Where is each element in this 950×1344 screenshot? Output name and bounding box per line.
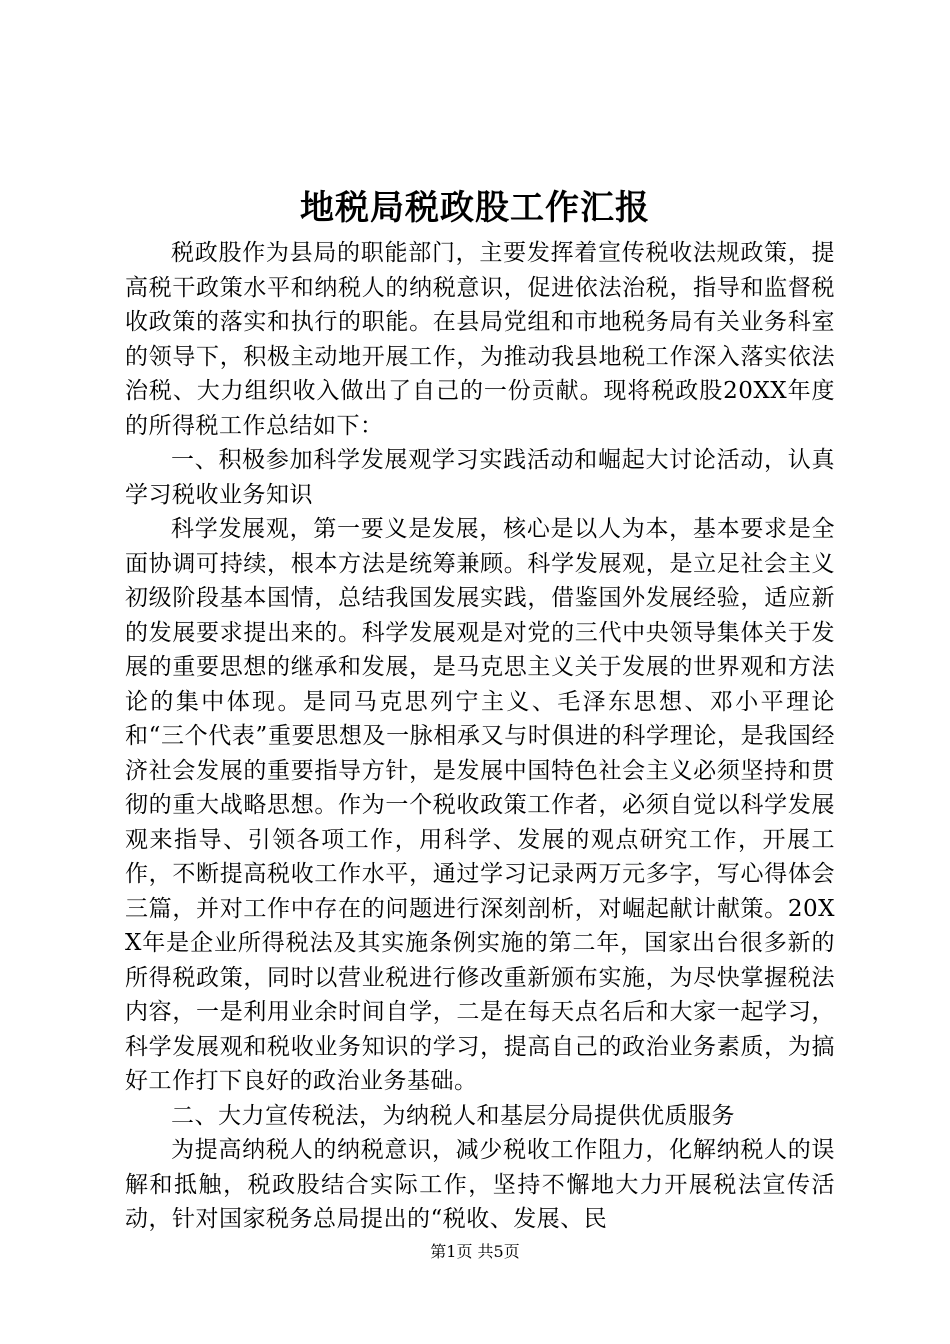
document-body (125, 236, 835, 1237)
section-heading-2: 二、大力宣传税法，为纳税人和基层分局提供优质服务 (171, 1102, 735, 1129)
paragraph-section-1: 科学发展观，第一要义是发展，核心是以人为本，基本要求是全面协调可持续，根本方法是统筹兼顾。科学发展观，是立足社会主义初级阶段基本国情，总结我国发展实践，借鉴国外发展经验，适应新的发展要求提出来的。科学发展观是对党的三代中央领导集体关于发展的重要思想的继承和发展，是马克思主义关于发展的世界观和方法论的集中体现。是同马克思列宁主义、毛泽东思想、邓小平理论和“三个代表”重要思想及一脉相承又与时俱进的科学理论，是我国经济社会发展的重要指导方针，是发展中国特色社会主义必须坚持和贯彻的重大战略思想。作为一个税收政策工作者，必须自觉以科学发展观来指导、引领各项工作，用科学、发展的观点研究工作，开展工作，不断提高税收工作水平，通过学习记录两万元多字，写心得体会三篇，并对工作中存在的问题进行深刻剖析，对崛起献计献策。20XX年是企业所得税法及其实施条例实施的第二年，国家出台很多新的所得税政策，同时以营业税进行修改重新颁布实施，为尽快掌握税法内容，一是利用业余时间自学，二是在每天点名后和大家一起学习，科学发展观和税收业务知识的学习，提高自己的政治业务素质，为搞好工作打下良好的政治业务基础。 (125, 516, 835, 1094)
paragraph-section-2: 为提高纳税人的纳税意识，减少税收工作阻力，化解纳税人的误解和抵触，税政股结合实际工作，坚持不懈地大力开展税法宣传活动，针对国家税务总局提出的“税收、发展、民 (125, 1137, 835, 1232)
page-footer: 第1页 共5页 (430, 1242, 520, 1261)
paragraph-intro: 税政股作为县局的职能部门，主要发挥着宣传税收法规政策，提高税干政策水平和纳税人的纳税意识，促进依法治税，指导和监督税收政策的落实和执行的职能。在县局党组和市地税务局有关业务科室的领导下，积极主动地开展工作，为推动我县地税工作深入落实依法治税、大力组织收入做出了自己的一份贡献。现将税政股20XX年度的所得税工作总结如下： (125, 240, 835, 439)
section-heading-1: 一、积极参加科学发展观学习实践活动和崛起大讨论活动，认真学习税收业务知识 (125, 447, 835, 508)
document-title: 地税局税政股工作汇报 (300, 188, 650, 228)
